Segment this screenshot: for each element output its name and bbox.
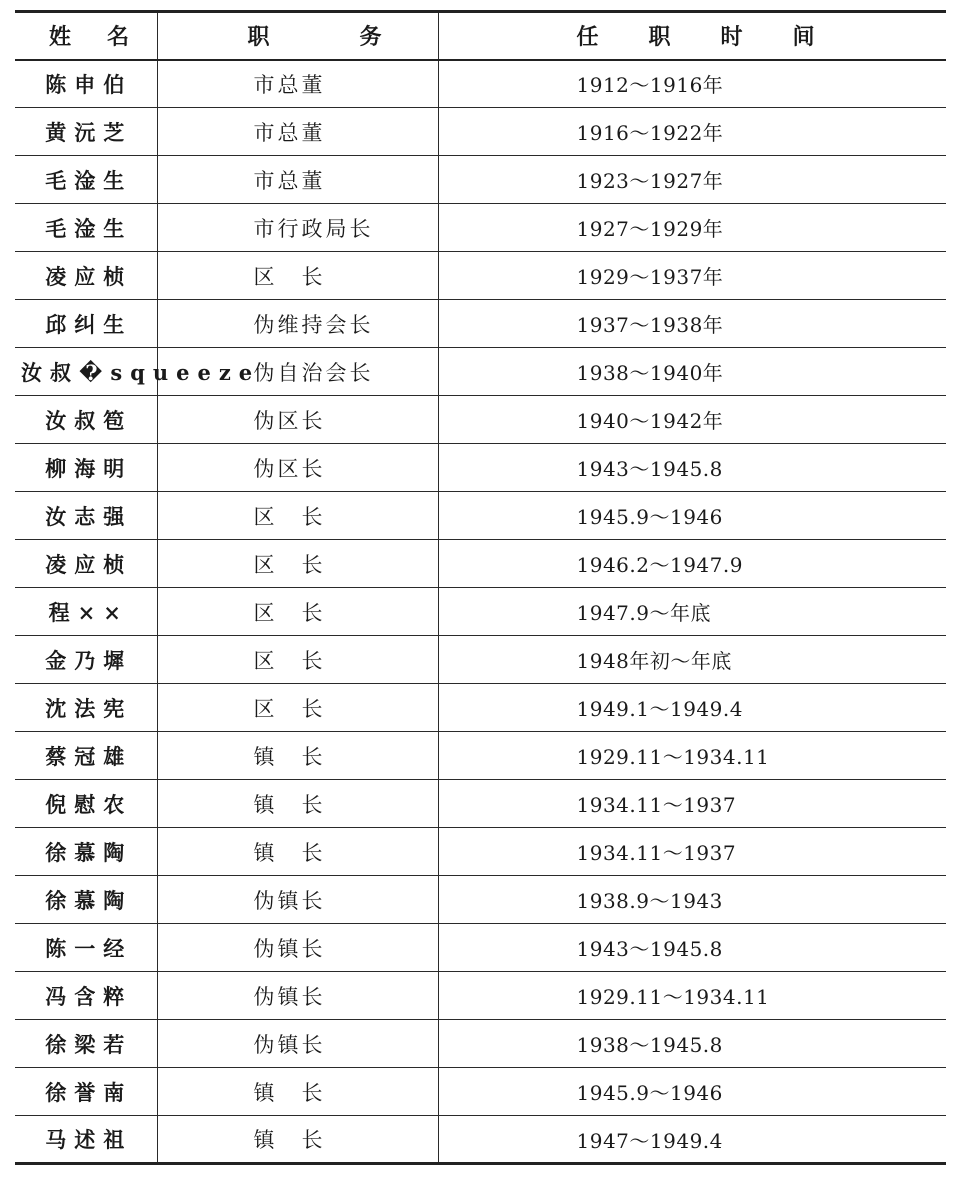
table-row: [15, 300, 946, 348]
cell-period: 1946.2～1947.9: [438, 540, 946, 588]
table-row: [15, 684, 946, 732]
cell-period: 1949.1～1949.4: [438, 684, 946, 732]
cell-duty: 镇 长: [157, 1116, 438, 1164]
cell-period: 1934.11～1937: [438, 828, 946, 876]
table-row: [15, 1068, 946, 1116]
table-row: [15, 732, 946, 780]
table-row: [15, 924, 946, 972]
cell-period: 1943～1945.8: [438, 444, 946, 492]
cell-name: 陈申伯: [15, 60, 157, 108]
cell-period: 1912～1916年: [438, 60, 946, 108]
cell-name: 柳海明: [15, 444, 157, 492]
cell-period: 1916～1922年: [438, 108, 946, 156]
cell-name: 凌应桢: [15, 252, 157, 300]
cell-name: 陈一经: [15, 924, 157, 972]
cell-duty: 伪区长: [157, 396, 438, 444]
cell-period: 1929.11～1934.11: [438, 732, 946, 780]
cell-name: 汝叔笣: [15, 396, 157, 444]
cell-name: 程××: [15, 588, 157, 636]
cell-duty: 市总董: [157, 156, 438, 204]
table-row: [15, 876, 946, 924]
cell-name: 马述祖: [15, 1116, 157, 1164]
cell-name: 凌应桢: [15, 540, 157, 588]
cell-duty: 伪区长: [157, 444, 438, 492]
cell-duty: 区 长: [157, 684, 438, 732]
cell-duty: 区 长: [157, 540, 438, 588]
table-header-row: [15, 12, 946, 60]
cell-period: 1937～1938年: [438, 300, 946, 348]
table-row: [15, 204, 946, 252]
table-row: [15, 348, 946, 396]
table-row: [15, 1116, 946, 1164]
cell-period: 1929.11～1934.11: [438, 972, 946, 1020]
cell-name: 沈法宪: [15, 684, 157, 732]
cell-period: 1948年初～年底: [438, 636, 946, 684]
table-row: [15, 252, 946, 300]
cell-period: 1947.9～年底: [438, 588, 946, 636]
cell-duty: 伪自治会长: [157, 348, 438, 396]
cell-duty: 镇 长: [157, 1068, 438, 1116]
cell-period: 1947～1949.4: [438, 1116, 946, 1164]
cell-duty: 区 长: [157, 588, 438, 636]
cell-name: 徐梁若: [15, 1020, 157, 1068]
cell-period: 1934.11～1937: [438, 780, 946, 828]
table-row: [15, 540, 946, 588]
cell-period: 1929～1937年: [438, 252, 946, 300]
cell-duty: 区 长: [157, 492, 438, 540]
cell-name: 毛淦生: [15, 156, 157, 204]
cell-period: 1923～1927年: [438, 156, 946, 204]
cell-name: 汝叔�squeeze: [15, 348, 157, 396]
cell-period: 1945.9～1946: [438, 1068, 946, 1116]
cell-duty: 区 长: [157, 636, 438, 684]
cell-duty: 区 长: [157, 252, 438, 300]
cell-duty: 镇 长: [157, 732, 438, 780]
cell-duty: 市总董: [157, 108, 438, 156]
cell-duty: 镇 长: [157, 780, 438, 828]
cell-duty: 伪镇长: [157, 1020, 438, 1068]
table-row: [15, 1020, 946, 1068]
table-row: [15, 108, 946, 156]
cell-period: 1940～1942年: [438, 396, 946, 444]
cell-name: 蔡冠雄: [15, 732, 157, 780]
cell-period: 1943～1945.8: [438, 924, 946, 972]
table-row: [15, 156, 946, 204]
cell-period: 1938.9～1943: [438, 876, 946, 924]
table-row: [15, 492, 946, 540]
table-row: [15, 780, 946, 828]
cell-name: 毛淦生: [15, 204, 157, 252]
cell-name: 汝志强: [15, 492, 157, 540]
cell-period: 1938～1945.8: [438, 1020, 946, 1068]
table-row: [15, 444, 946, 492]
cell-duty: 市行政局长: [157, 204, 438, 252]
cell-name: 黄沅芝: [15, 108, 157, 156]
cell-name: 冯含粹: [15, 972, 157, 1020]
cell-period: 1927～1929年: [438, 204, 946, 252]
header-duty: 职务: [157, 12, 438, 60]
cell-name: 金乃墀: [15, 636, 157, 684]
cell-duty: 伪维持会长: [157, 300, 438, 348]
cell-duty: 伪镇长: [157, 876, 438, 924]
table-row: [15, 828, 946, 876]
cell-name: 倪慰农: [15, 780, 157, 828]
cell-name: 徐慕陶: [15, 876, 157, 924]
table-row: [15, 588, 946, 636]
table-row: [15, 972, 946, 1020]
table-row: [15, 60, 946, 108]
cell-name: 邱纠生: [15, 300, 157, 348]
table-row: [15, 396, 946, 444]
cell-period: 1945.9～1946: [438, 492, 946, 540]
cell-name: 徐誉南: [15, 1068, 157, 1116]
header-period: 任职时间: [438, 12, 946, 60]
cell-duty: 镇 长: [157, 828, 438, 876]
header-name: 姓名: [15, 12, 157, 60]
cell-duty: 市总董: [157, 60, 438, 108]
cell-duty: 伪镇长: [157, 972, 438, 1020]
table-row: [15, 636, 946, 684]
cell-period: 1938～1940年: [438, 348, 946, 396]
cell-duty: 伪镇长: [157, 924, 438, 972]
officials-table: [15, 10, 946, 1165]
cell-name: 徐慕陶: [15, 828, 157, 876]
officials-table-container: [15, 10, 946, 1165]
